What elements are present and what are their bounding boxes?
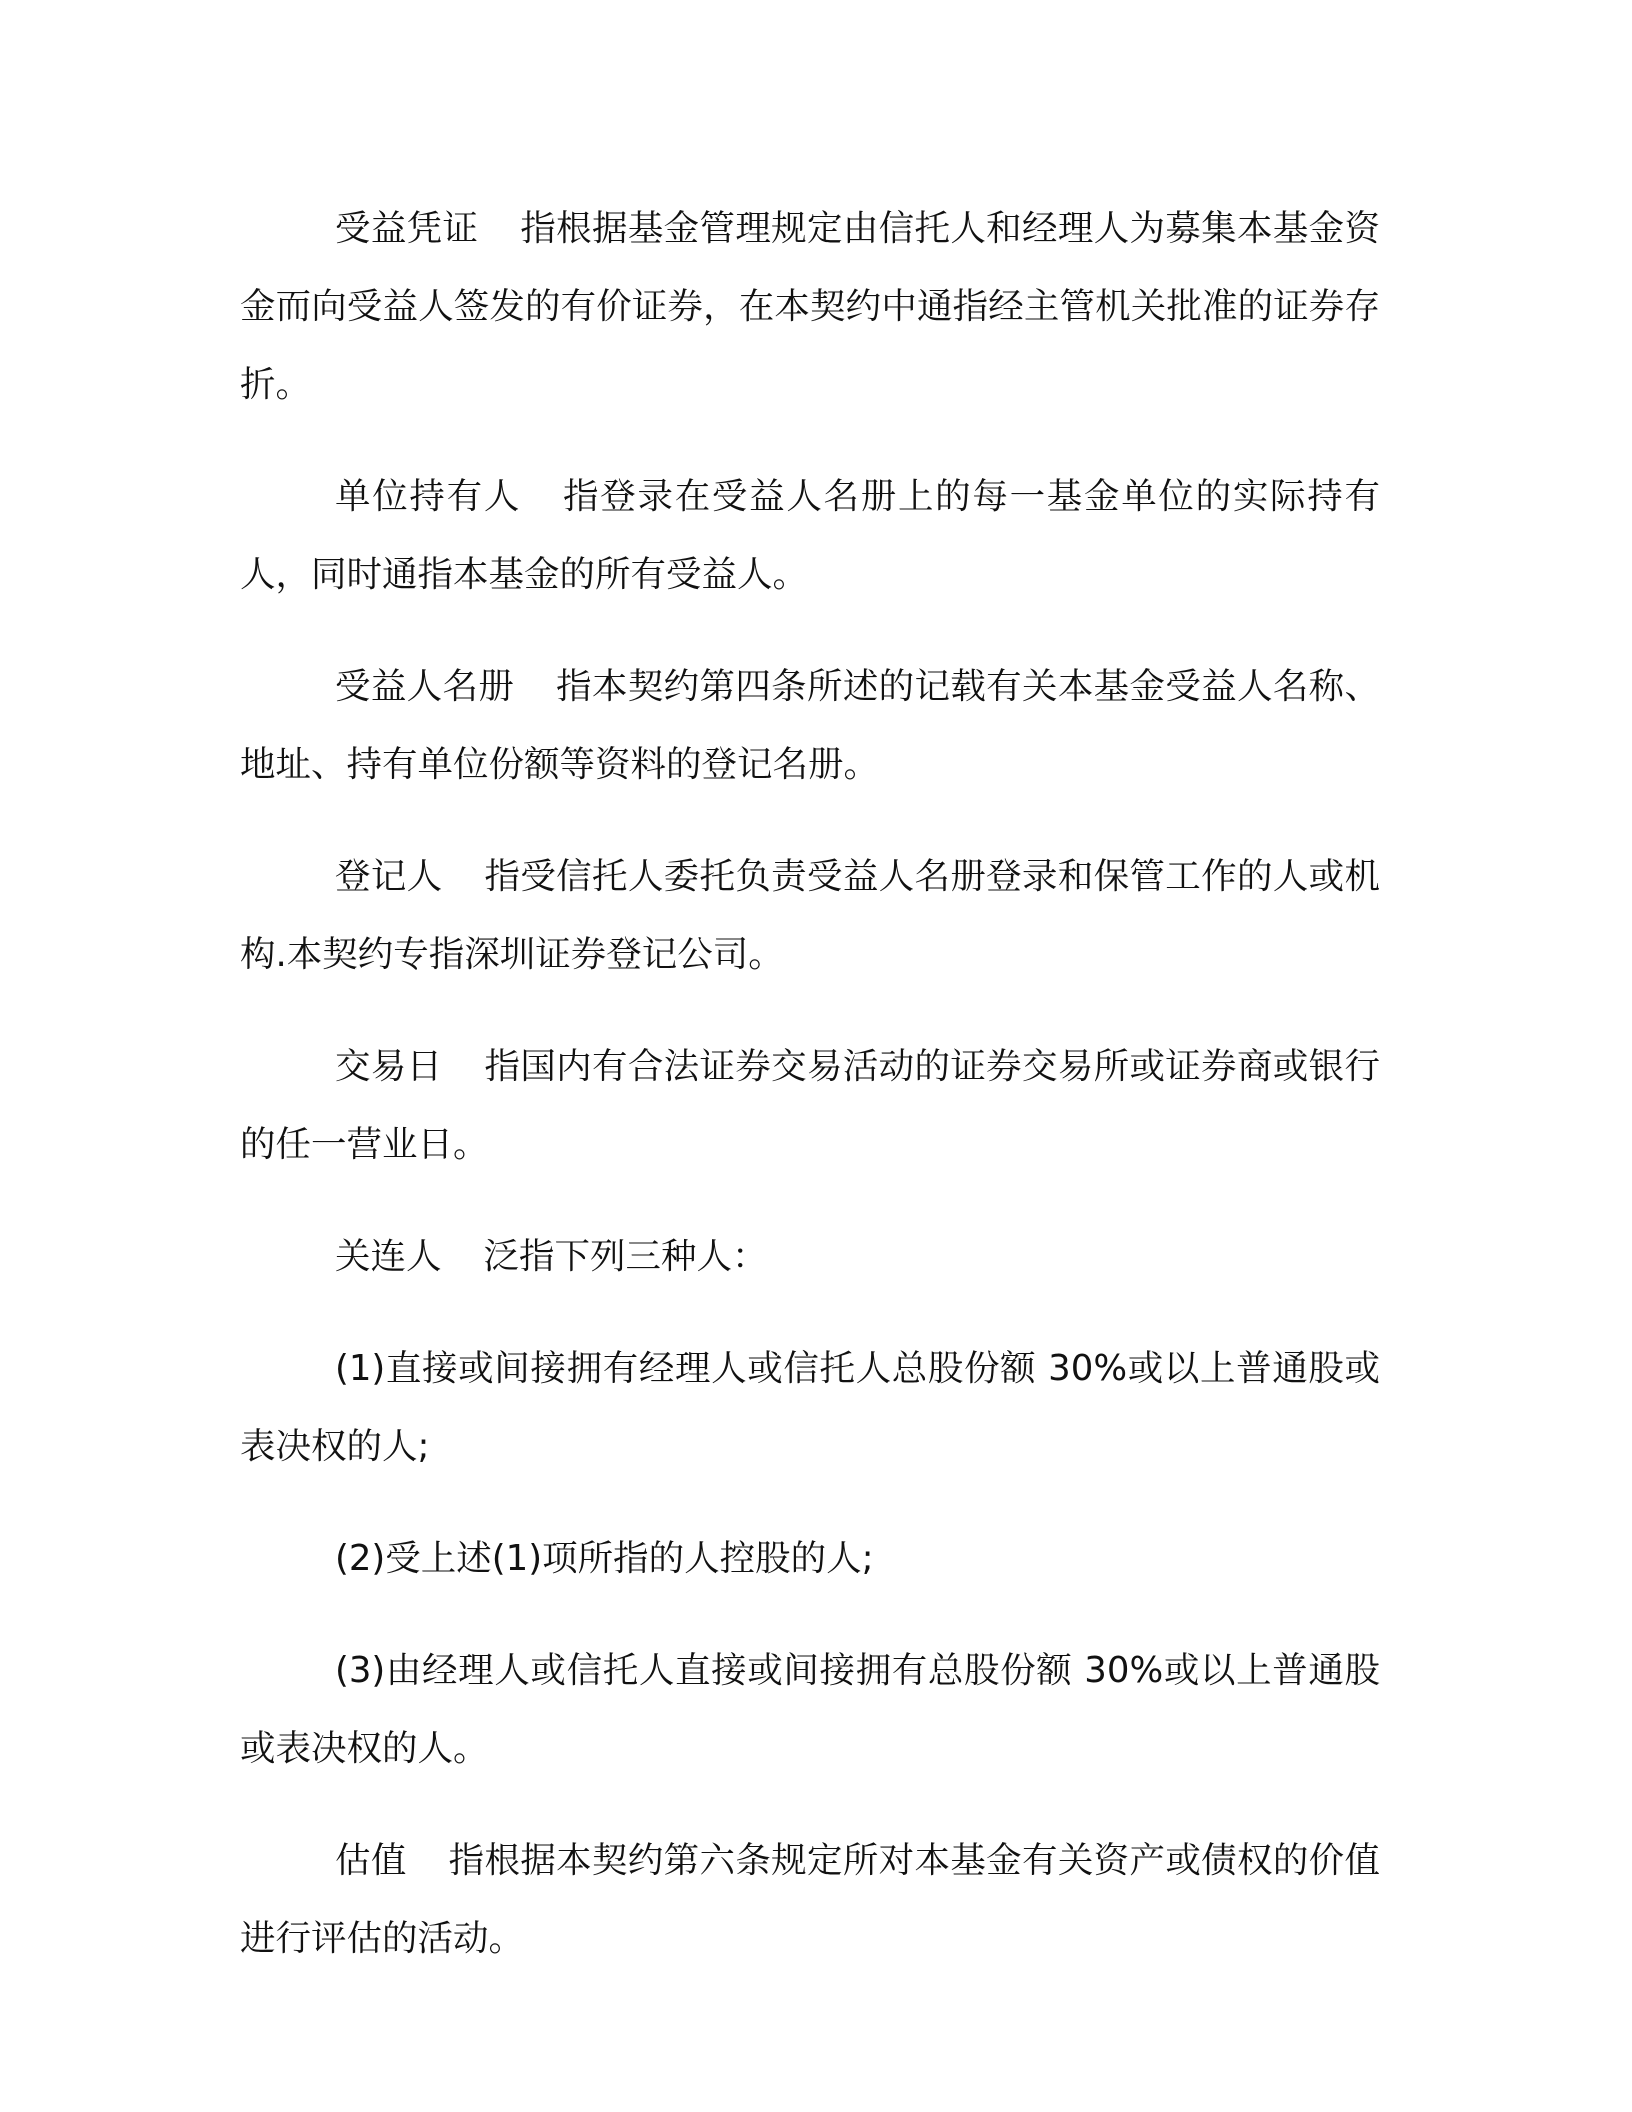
definition-text: 泛指下列三种人： (483, 1236, 768, 1277)
definition-paragraph (240, 1028, 1380, 1184)
definition-text: 指国内有合法证券交易活动的证券交易所或证券商或银行的任一营业日。 (240, 1046, 1380, 1165)
list-item-text: (2)受上述(1)项所指的人控股的人; (335, 1538, 874, 1579)
list-item-text: (3)由经理人或信托人直接或间接拥有总股份额 30%或以上普通股或表决权的人。 (240, 1650, 1380, 1769)
definition-term: 受益人名册 (335, 666, 515, 707)
definition-term: 单位持有人 (335, 476, 522, 517)
definition-term: 登记人 (335, 856, 443, 897)
definition-text: 指本契约第四条所述的记载有关本基金受益人名称、地址、持有单位份额等资料的登记名册。 (240, 666, 1380, 785)
document-body (240, 190, 1380, 2012)
definition-text: 指受信托人委托负责受益人名册登录和保管工作的人或机构.本契约专指深圳证券登记公司。 (240, 856, 1380, 975)
definition-term: 受益凭证 (335, 208, 479, 249)
list-item-paragraph (240, 1632, 1380, 1788)
definition-text: 指登录在受益人名册上的每一基金单位的实际持有人，同时通指本基金的所有受益人。 (240, 476, 1380, 595)
definition-paragraph (240, 190, 1380, 424)
definition-paragraph (240, 838, 1380, 994)
definition-text: 指根据基金管理规定由信托人和经理人为募集本基金资金而向受益人签发的有价证券，在本契约中通指经主管机关批准的证券存折。 (240, 208, 1380, 405)
list-item-paragraph (240, 1330, 1380, 1486)
definition-paragraph (240, 1218, 1380, 1296)
list-item-paragraph (240, 1520, 1380, 1598)
definition-term: 估值 (335, 1840, 407, 1881)
list-item-text: (1)直接或间接拥有经理人或信托人总股份额 30%或以上普通股或表决权的人; (240, 1348, 1380, 1467)
definition-paragraph (240, 1822, 1380, 1978)
definition-term: 关连人 (335, 1236, 442, 1277)
definition-paragraph (240, 648, 1380, 804)
definition-text: 指根据本契约第六条规定所对本基金有关资产或债权的价值进行评估的活动。 (240, 1840, 1380, 1959)
definition-paragraph (240, 458, 1380, 614)
definition-term: 交易日 (335, 1046, 443, 1087)
